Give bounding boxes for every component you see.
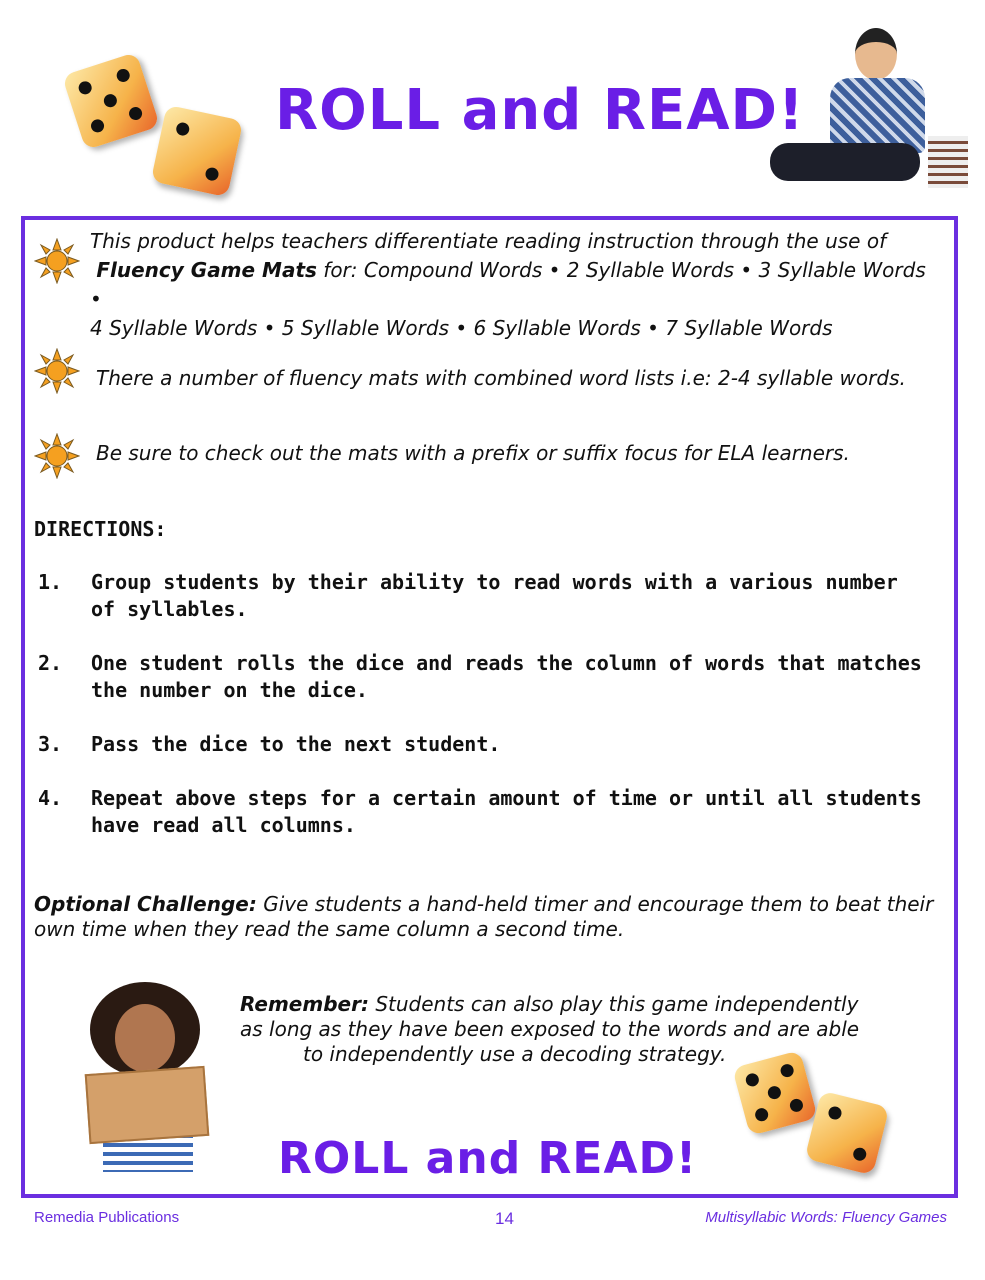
footer-title: ROLL and READ! <box>278 1133 698 1184</box>
remember-text: Students can also play this game independently <box>368 992 859 1016</box>
sun-icon <box>34 433 80 479</box>
direction-step <box>38 785 931 839</box>
challenge-label: Optional Challenge: <box>34 892 257 916</box>
intro-text: for: Compound Words • 2 Syllable Words • 3 Syllable Words • <box>90 258 926 311</box>
remember-line: to independently use a decoding strategy. <box>303 1042 727 1066</box>
page-number: 14 <box>495 1209 514 1228</box>
step-number: 3. <box>38 732 63 756</box>
dice-icon <box>62 52 160 150</box>
step-number: 1. <box>38 570 63 594</box>
publisher-name: Remedia Publications <box>34 1209 180 1226</box>
direction-step <box>38 569 931 623</box>
remember-note <box>240 992 859 1067</box>
step-number: 4. <box>38 786 63 810</box>
product-name: Fluency Game Mats <box>96 258 317 282</box>
directions-heading: DIRECTIONS: <box>34 517 167 541</box>
bullet-text: Be sure to check out the mats with a prefix or suffix focus for ELA learners. <box>96 441 850 465</box>
page-title: ROLL and READ! <box>275 78 805 143</box>
step-text: Repeat above steps for a certain amount of time or until all students have read all columns. <box>91 786 922 837</box>
intro-line: 4 Syllable Words • 5 Syllable Words • 6 Syllable Words • 7 Syllable Words <box>90 316 833 340</box>
sun-icon <box>34 238 80 284</box>
intro-paragraph <box>90 227 930 343</box>
student-reading-image <box>760 28 970 193</box>
sun-icon <box>34 348 80 394</box>
girl-reading-image <box>75 982 215 1174</box>
remember-line: as long as they have been exposed to the words and are able <box>240 1017 860 1041</box>
direction-step <box>38 731 931 758</box>
direction-step <box>38 650 931 704</box>
step-text: Pass the dice to the next student. <box>91 732 501 756</box>
book-title: Multisyllabic Words: Fluency Games <box>705 1209 947 1226</box>
remember-line <box>240 992 859 1017</box>
intro-line <box>90 256 930 314</box>
bullet-text: There a number of fluency mats with combined word lists i.e: 2-4 syllable words. <box>96 366 906 390</box>
remember-label: Remember: <box>240 992 369 1016</box>
optional-challenge <box>34 892 939 942</box>
intro-line: This product helps teachers differentiate reading instruction through the use of <box>90 229 887 253</box>
step-text: Group students by their ability to read words with a various number of syllables. <box>91 570 898 621</box>
challenge-text: Give students a hand-held timer and encourage them to beat their own time when they read the same column a second time. <box>34 892 934 941</box>
dice-icon <box>151 105 244 198</box>
step-number: 2. <box>38 651 63 675</box>
step-text: One student rolls the dice and reads the column of words that matches the number on the dice. <box>91 651 922 702</box>
